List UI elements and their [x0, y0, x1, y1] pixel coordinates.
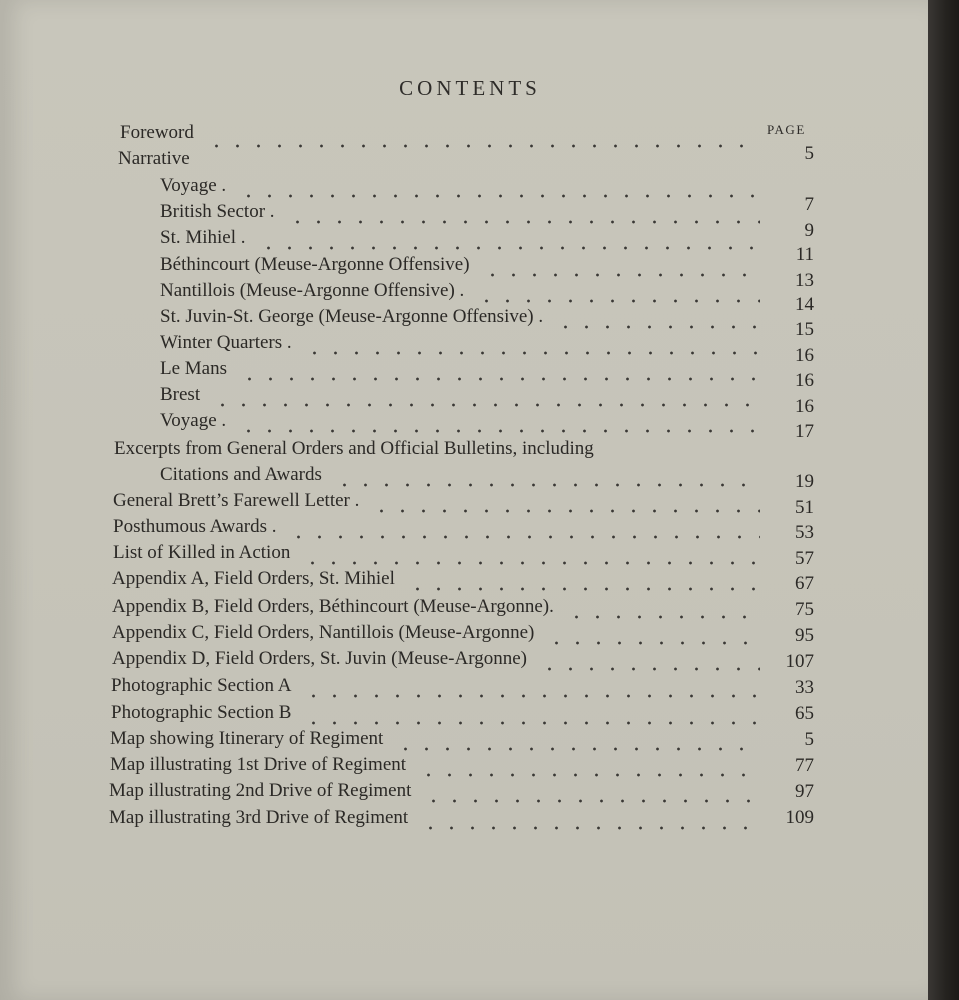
toc-entry: General Brett’s Farewell Letter .	[113, 490, 360, 511]
page-number: 109	[785, 807, 814, 828]
toc-entry: Map showing Itinerary of Regiment	[110, 728, 384, 749]
dot-leader	[302, 560, 760, 566]
page-number: 9	[804, 220, 814, 241]
page-number: 5	[804, 729, 814, 750]
page-column-heading: PAGE	[767, 122, 806, 137]
dot-leader	[238, 193, 760, 199]
dot-leader	[303, 720, 760, 726]
dot-leader	[423, 798, 760, 804]
dot-leader	[555, 324, 760, 330]
page-number: 75	[795, 599, 814, 620]
page-number: 14	[795, 294, 814, 315]
dot-leader	[334, 482, 760, 488]
page-number: 15	[795, 319, 814, 340]
toc-entry: British Sector .	[160, 201, 275, 222]
toc-entry: Le Mans	[160, 358, 228, 379]
page-number: 65	[795, 703, 814, 724]
toc-entry: Photographic Section A	[111, 675, 292, 696]
dot-leader	[239, 376, 760, 382]
toc-entry: Narrative	[118, 148, 190, 169]
page-number: 13	[795, 270, 814, 291]
dot-leader	[288, 534, 760, 540]
toc-entry: Excerpts from General Orders and Official Bulletins, including	[114, 438, 594, 459]
toc-entry: Map illustrating 1st Drive of Regiment	[110, 754, 407, 775]
dot-leader	[420, 825, 760, 831]
page-number: 5	[804, 143, 814, 164]
dot-leader	[212, 402, 760, 408]
toc-entry: Photographic Section B	[111, 702, 292, 723]
toc-entry: Béthincourt (Meuse-Argonne Offensive)	[160, 254, 470, 275]
page-number: 19	[795, 471, 814, 492]
toc-entry: Brest	[160, 384, 201, 405]
page-number: 53	[795, 522, 814, 543]
dot-leader	[304, 350, 760, 356]
toc-entry: Posthumous Awards .	[113, 516, 277, 537]
dot-leader	[539, 666, 760, 672]
toc-entry: Citations and Awards	[160, 464, 322, 485]
page-number: 7	[804, 194, 814, 215]
dot-leader	[287, 219, 760, 225]
page-number: 17	[795, 421, 814, 442]
book-binding	[928, 0, 959, 1000]
toc-entry: Appendix D, Field Orders, St. Juvin (Meuse-Argonne)	[112, 648, 527, 669]
page-number: 16	[795, 345, 814, 366]
dot-leader	[566, 614, 760, 620]
page-number: 16	[795, 396, 814, 417]
toc-entry: Foreword	[120, 122, 194, 143]
toc-entry: Map illustrating 3rd Drive of Regiment	[109, 807, 409, 828]
dot-leader	[303, 693, 760, 699]
toc-entry: St. Juvin-St. George (Meuse-Argonne Offensive) .	[160, 306, 544, 327]
page-number: 95	[795, 625, 814, 646]
toc-entry: Nantillois (Meuse-Argonne Offensive) .	[160, 280, 465, 301]
dot-leader	[258, 245, 760, 251]
page-number: 107	[785, 651, 814, 672]
dot-leader	[371, 508, 760, 514]
dot-leader	[418, 772, 760, 778]
page-number: 57	[795, 548, 814, 569]
page-title: CONTENTS	[399, 76, 541, 100]
toc-entry: St. Mihiel .	[160, 227, 246, 248]
toc-entry: Appendix A, Field Orders, St. Mihiel	[112, 568, 395, 589]
toc-entry: Map illustrating 2nd Drive of Regiment	[109, 780, 412, 801]
dot-leader	[206, 143, 760, 149]
page-number: 33	[795, 677, 814, 698]
page-number: 16	[795, 370, 814, 391]
toc-entry: Appendix C, Field Orders, Nantillois (Meuse-Argonne)	[112, 622, 535, 643]
dot-leader	[476, 298, 760, 304]
dot-leader	[407, 586, 760, 592]
page-number: 11	[795, 244, 814, 265]
toc-entry: Voyage .	[160, 410, 227, 431]
toc-entry: List of Killed in Action	[113, 542, 291, 563]
toc-entry: Winter Quarters .	[160, 332, 292, 353]
page-number: 51	[795, 497, 814, 518]
dot-leader	[546, 640, 760, 646]
toc-entry: Voyage .	[160, 175, 227, 196]
dot-leader	[395, 746, 760, 752]
page-number: 77	[795, 755, 814, 776]
page-number: 67	[795, 573, 814, 594]
dot-leader	[482, 272, 760, 278]
page-number: 97	[795, 781, 814, 802]
toc-entry: Appendix B, Field Orders, Béthincourt (Meuse-Argonne).	[112, 596, 554, 617]
dot-leader	[238, 428, 760, 434]
